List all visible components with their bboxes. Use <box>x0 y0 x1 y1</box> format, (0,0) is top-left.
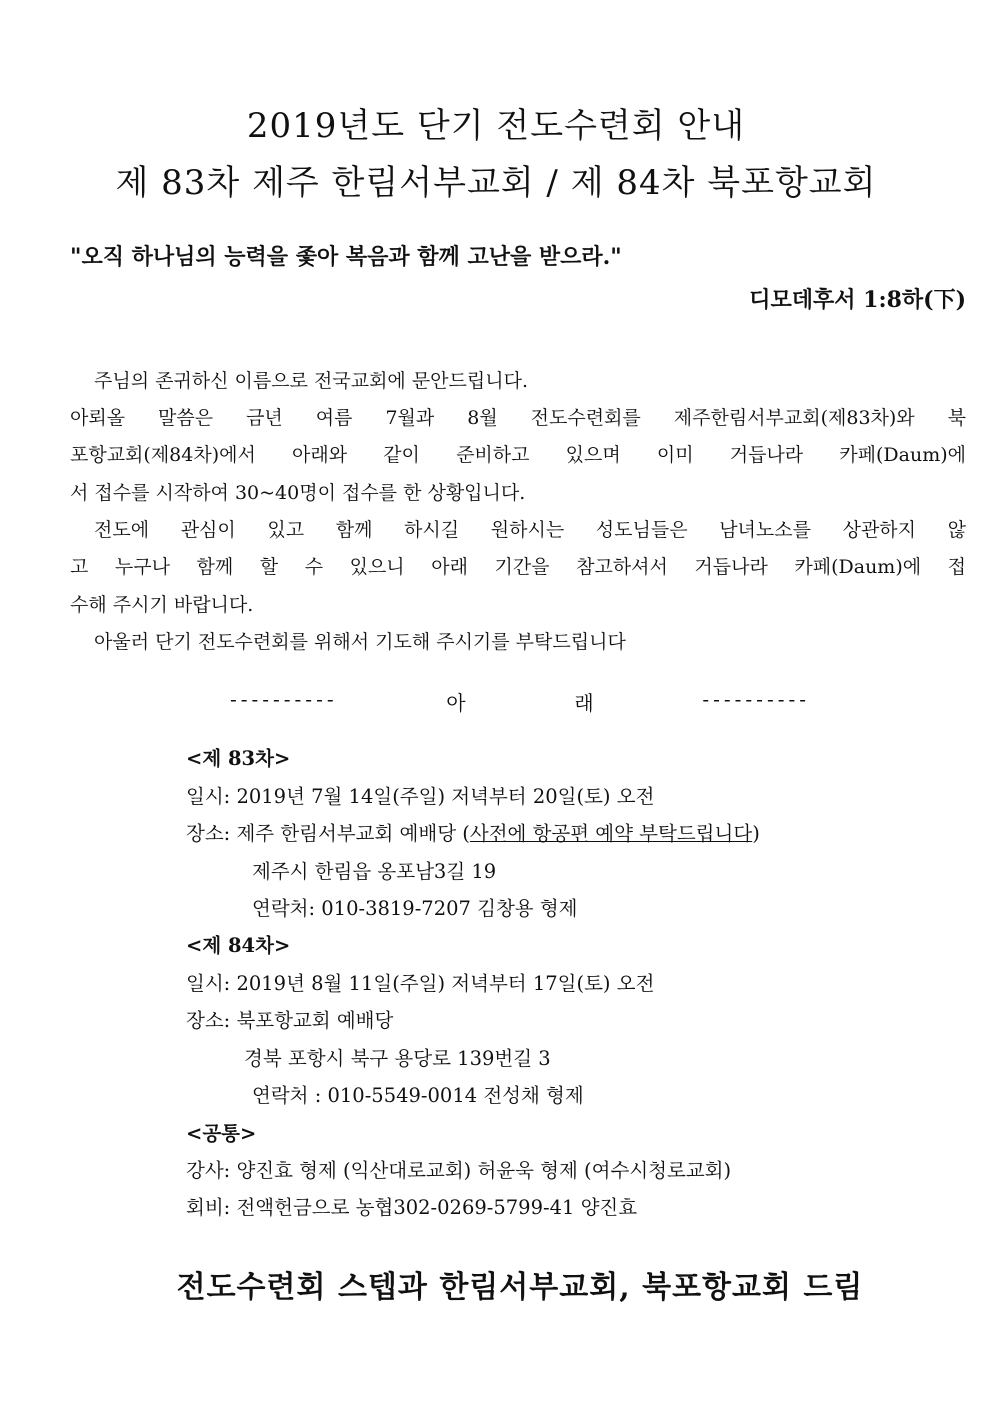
session-84-heading: <제 84차> <box>186 934 291 957</box>
footer-signature: 전도수련회 스텝과 한림서부교회, 북포항교회 드림 <box>176 1270 864 1305</box>
title-line-1: 2019년도 단기 전도수련회 안내 <box>246 106 746 146</box>
session-83-address: 제주시 한림읍 옹포남3길 19 <box>252 860 497 883</box>
session-83-contact: 연락처: 010-3819-7207 김창용 형제 <box>252 897 578 920</box>
divider-char-1: 아 <box>446 691 466 715</box>
session-83-heading: <제 83차> <box>186 747 291 770</box>
speakers-line: 강사: 양진효 형제 (익산대로교회) 허윤욱 형제 (여수시청로교회) <box>186 1159 732 1182</box>
body-line-3: 포항교회(제84차)에서 아래와 같이 준비하고 있으며 이미 거듭나라 카페(Daum)에 <box>70 444 966 466</box>
divider-right-dashes: ---------- <box>702 687 810 711</box>
session-83-place-prefix: 장소: 제주 한림서부교회 예배당 ( <box>186 822 470 845</box>
session-83-date: 일시: 2019년 7월 14일(주일) 저녁부터 20일(토) 오전 <box>186 785 655 808</box>
verse-reference: 디모데후서 1:8하(下) <box>749 287 966 313</box>
common-heading: <공통> <box>186 1122 257 1145</box>
session-83-place-note: 사전에 항공편 예약 부탁드립니다 <box>469 822 753 845</box>
body-line-7: 수해 주시기 바랍니다. <box>70 594 254 616</box>
body-line-8: 아울러 단기 전도수련회를 위해서 기도해 주시기를 부탁드립니다 <box>94 631 626 653</box>
body-line-5: 전도에 관심이 있고 함께 하시길 원하시는 성도님들은 남녀노소를 상관하지 않 <box>94 519 966 541</box>
body-line-1: 주님의 존귀하신 이름으로 전국교회에 문안드립니다. <box>94 370 528 392</box>
body-line-2: 아뢰올 말씀은 금년 여름 7월과 8월 전도수련회를 제주한림서부교회(제83차)와 북 <box>70 407 966 429</box>
fee-line: 회비: 전액헌금으로 농협302-0269-5799-41 양진효 <box>186 1196 638 1219</box>
title-line-2: 제 83차 제주 한림서부교회 / 제 84차 북포항교회 <box>115 163 877 203</box>
divider-left-dashes: ---------- <box>230 687 338 711</box>
session-84-address: 경북 포항시 북구 용당로 139번길 3 <box>244 1047 551 1070</box>
session-83-place-suffix: ) <box>752 822 760 845</box>
body-line-6: 고 누구나 함께 할 수 있으니 아래 기간을 참고하셔서 거듭나라 카페(Daum)에 접 <box>70 556 966 578</box>
session-83-place <box>186 818 760 846</box>
section-divider <box>230 687 810 716</box>
divider-char-2: 래 <box>574 691 594 715</box>
body-line-4: 서 접수를 시작하여 30~40명이 접수를 한 상황입니다. <box>70 482 526 504</box>
verse-quote: "오직 하나님의 능력을 좇아 복음과 함께 고난을 받으라." <box>70 244 622 270</box>
session-84-place: 장소: 북포항교회 예배당 <box>186 1009 394 1032</box>
session-84-contact: 연락처 : 010-5549-0014 전성채 형제 <box>252 1084 584 1107</box>
session-84-date: 일시: 2019년 8월 11일(주일) 저녁부터 17일(토) 오전 <box>186 972 655 995</box>
